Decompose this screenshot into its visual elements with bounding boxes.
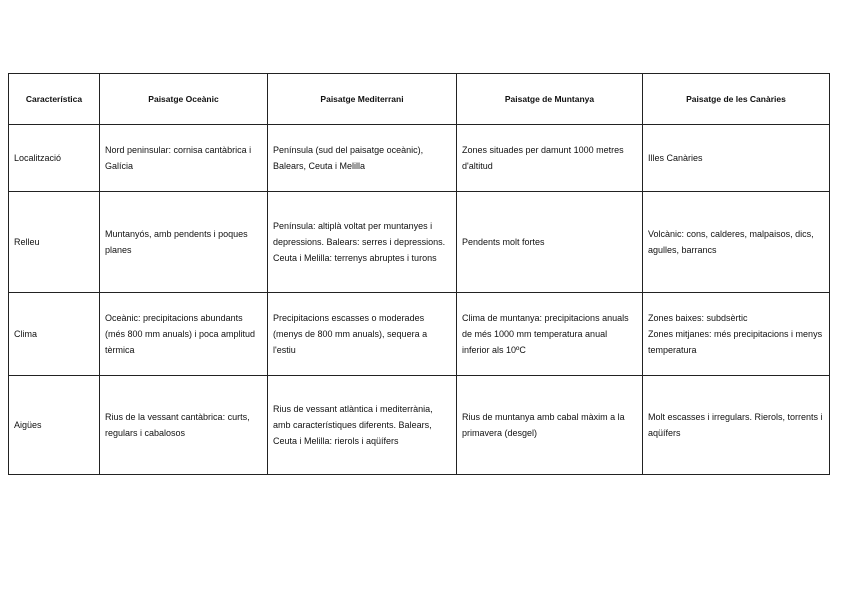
table-row <box>9 192 830 293</box>
row-label: Aigües <box>9 376 100 475</box>
header-mountain: Paisatge de Muntanya <box>457 74 643 125</box>
header-characteristic: Característica <box>9 74 100 125</box>
table-cell: Volcànic: cons, calderes, malpaisos, dics, agulles, barrancs <box>643 192 830 293</box>
table-cell: Península: altiplà voltat per muntanyes i depressions. Balears: serres i depressions. Ceuta i Melilla: terrenys abruptes i turons <box>268 192 457 293</box>
table-cell: Illes Canàries <box>643 125 830 192</box>
header-mediterranean: Paisatge Mediterrani <box>268 74 457 125</box>
comparison-table <box>8 73 830 475</box>
table-cell: Rius de la vessant cantàbrica: curts, regulars i cabalosos <box>100 376 268 475</box>
table-cell: Oceànic: precipitacions abundants (més 800 mm anuals) i poca amplitud tèrmica <box>100 293 268 376</box>
table-cell: Muntanyós, amb pendents i poques planes <box>100 192 268 293</box>
table-cell: Zones baixes: subdsèrtic Zones mitjanes: més precipitacions i menys temperatura <box>643 293 830 376</box>
table-header-row <box>9 74 830 125</box>
table-row <box>9 293 830 376</box>
table-cell: Pendents molt fortes <box>457 192 643 293</box>
table-row <box>9 376 830 475</box>
row-label: Localització <box>9 125 100 192</box>
table-cell: Precipitacions escasses o moderades (menys de 800 mm anuals), sequera a l'estiu <box>268 293 457 376</box>
table-cell: Clima de muntanya: precipitacions anuals de més 1000 mm temperatura anual inferior als 10ºC <box>457 293 643 376</box>
table-cell: Zones situades per damunt 1000 metres d'altitud <box>457 125 643 192</box>
table-cell: Nord peninsular: cornisa cantàbrica i Galícia <box>100 125 268 192</box>
header-canary: Paisatge de les Canàries <box>643 74 830 125</box>
table-cell: Península (sud del paisatge oceànic), Balears, Ceuta i Melilla <box>268 125 457 192</box>
table-cell: Rius de muntanya amb cabal màxim a la primavera (desgel) <box>457 376 643 475</box>
table-row <box>9 125 830 192</box>
row-label: Clima <box>9 293 100 376</box>
row-label: Relleu <box>9 192 100 293</box>
table-cell: Molt escasses i irregulars. Rierols, torrents i aqüífers <box>643 376 830 475</box>
table-cell: Rius de vessant atlàntica i mediterrània, amb característiques diferents. Balears, Ceuta i Melilla: rierols i aqüífers <box>268 376 457 475</box>
header-oceanic: Paisatge Oceànic <box>100 74 268 125</box>
